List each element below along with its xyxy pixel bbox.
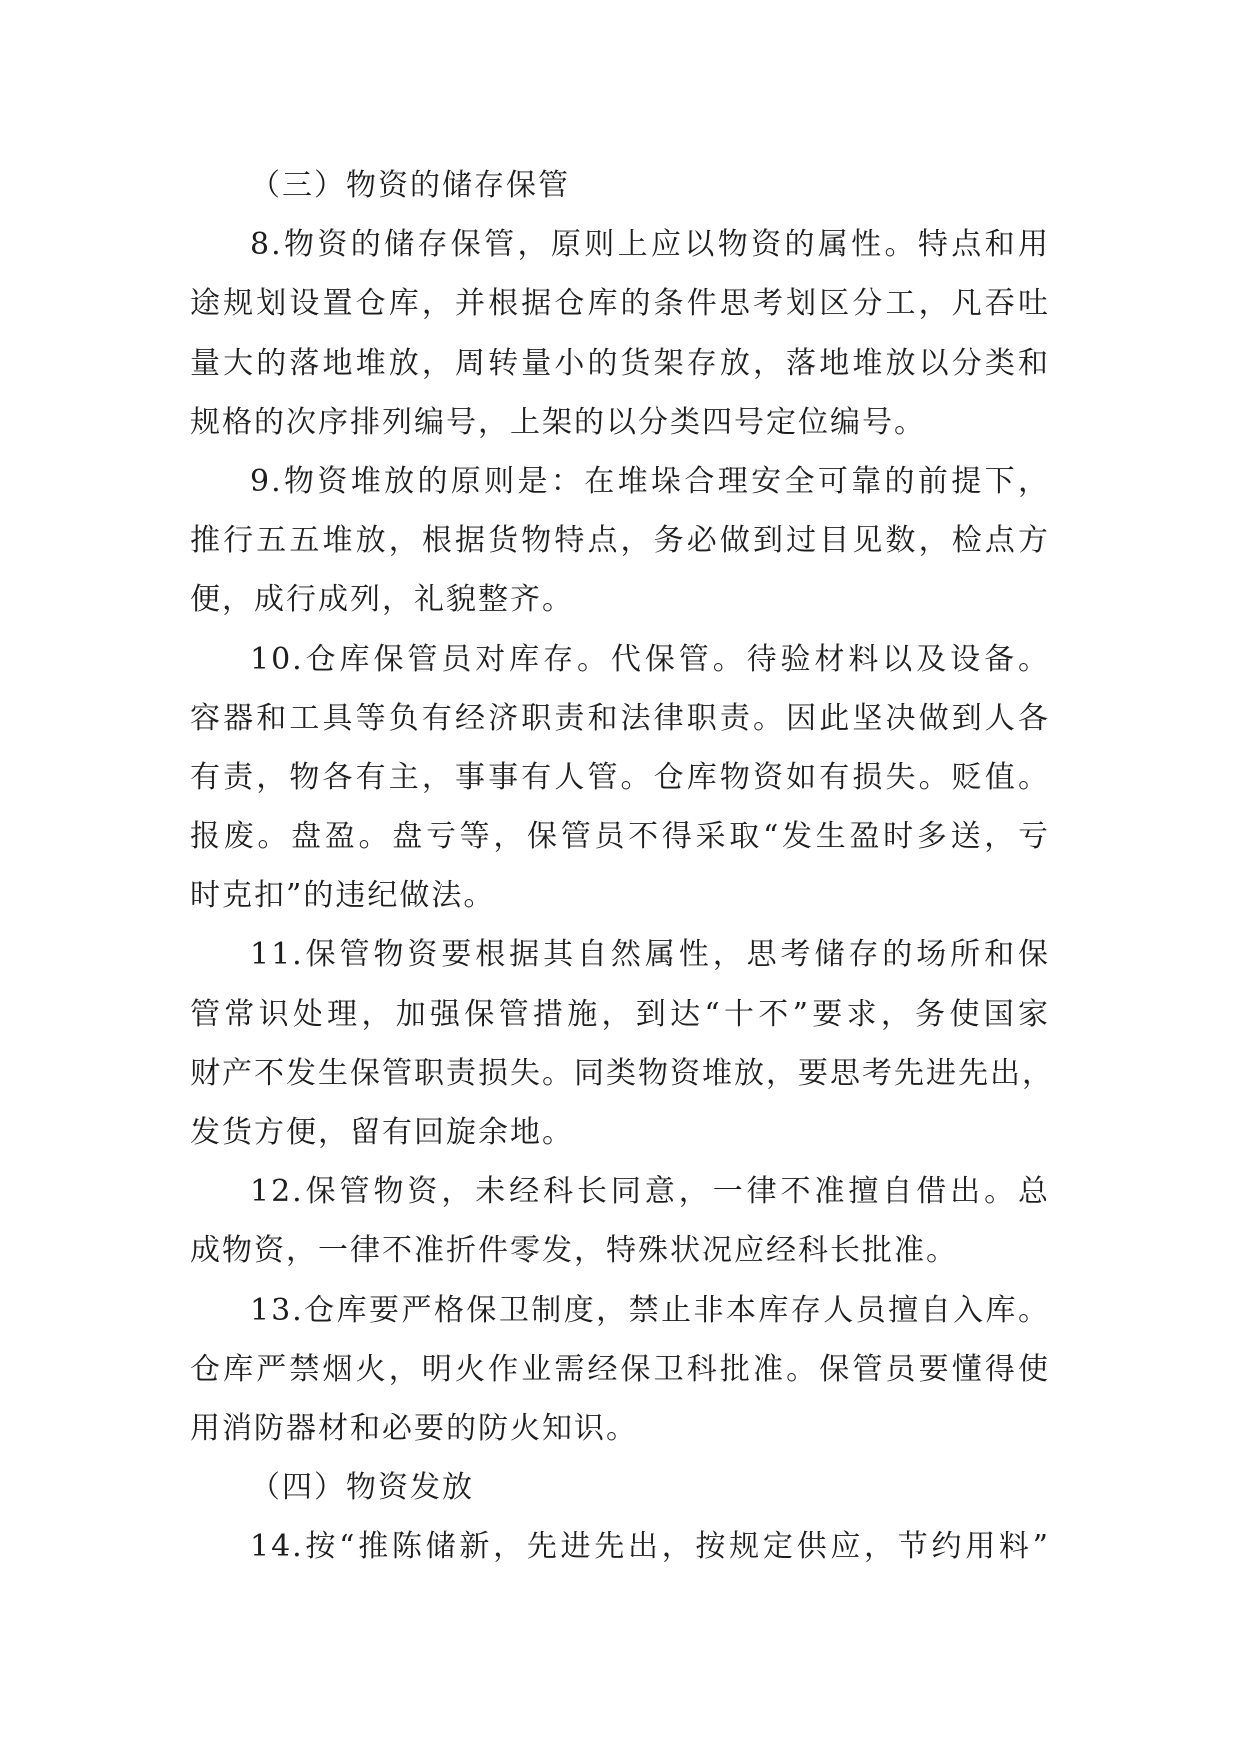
paragraph-line: 有责，物各有主，事事有人管。仓库物资如有损失。贬值。: [190, 759, 1050, 795]
paragraph-line: 途规划设置仓库，并根据仓库的条件思考划区分工，凡吞吐: [190, 286, 1050, 322]
paragraph-line: 14.按“推陈储新，先进先出，按规定供应，节约用料”: [250, 1529, 1050, 1565]
section-heading: （四）物资发放: [250, 1470, 474, 1506]
paragraph-line: 13.仓库要严格保卫制度，禁止非本库存人员擅自入库。: [250, 1292, 1050, 1328]
paragraph-line: 便，成行成列，礼貌整齐。: [190, 582, 574, 618]
paragraph-line: 10.仓库保管员对库存。代保管。待验材料以及设备。: [250, 641, 1050, 677]
paragraph-line: 规格的次序排列编号，上架的以分类四号定位编号。: [190, 404, 926, 440]
paragraph-line: 容器和工具等负有经济职责和法律职责。因此坚决做到人各: [190, 700, 1050, 736]
paragraph-line: 时克扣”的违纪做法。: [190, 878, 496, 914]
paragraph-line: 12.保管物资，未经科长同意，一律不准擅自借出。总: [250, 1174, 1050, 1210]
paragraph-line: 报废。盘盈。盘亏等，保管员不得采取“发生盈时多送，亏: [190, 819, 1050, 855]
paragraph-line: 推行五五堆放，根据货物特点，务必做到过目见数，检点方: [190, 523, 1050, 559]
document-body: [190, 156, 1054, 1577]
paragraph-line: 11.保管物资要根据其自然属性，思考储存的场所和保: [250, 937, 1050, 973]
paragraph-line: 管常识处理，加强保管措施，到达“十不”要求，务使国家: [190, 996, 1050, 1032]
paragraph-line: 成物资，一律不准折件零发，特殊状况应经科长批准。: [190, 1233, 958, 1269]
paragraph-line: 发货方便，留有回旋余地。: [190, 1115, 574, 1150]
paragraph-line: 9.物资堆放的原则是：在堆垛合理安全可靠的前提下，: [250, 463, 1050, 499]
paragraph-line: 8.物资的储存保管，原则上应以物资的属性。特点和用: [250, 227, 1050, 263]
paragraph-line: 用消防器材和必要的防火知识。: [190, 1410, 638, 1446]
section-heading: （三）物资的储存保管: [250, 168, 570, 203]
paragraph-line: 量大的落地堆放，周转量小的货架存放，落地堆放以分类和: [190, 345, 1050, 381]
paragraph-line: 财产不发生保管职责损失。同类物资堆放，要思考先进先出，: [190, 1055, 1054, 1091]
paragraph-line: 仓库严禁烟火，明火作业需经保卫科批准。保管员要懂得使: [190, 1351, 1050, 1387]
